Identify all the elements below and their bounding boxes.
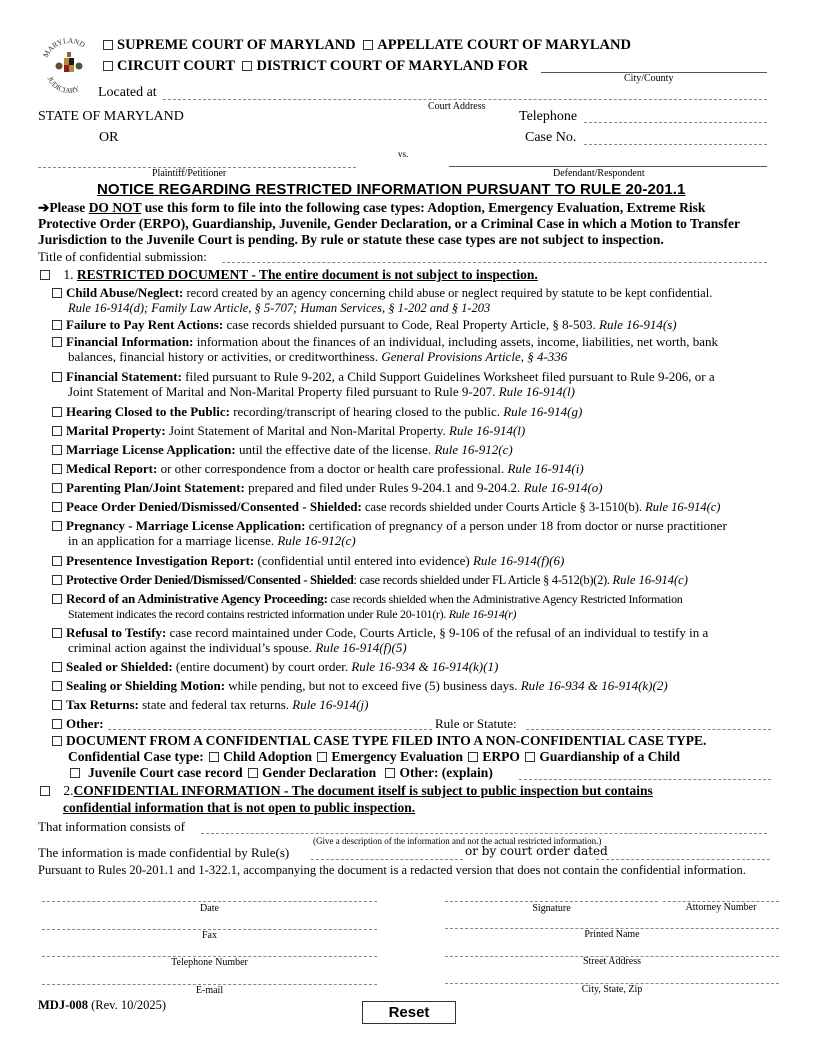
gender-declaration-checkbox[interactable] <box>248 768 258 778</box>
list-item-peace-order: Peace Order Denied/Dismissed/Consented - Shielded: case records shielded under Courts Article § 3-1510(b). Rule 16-914(c) <box>52 499 720 515</box>
made-confidential-label: The information is made confidential by Rule(s) <box>38 845 290 860</box>
circuit-court-label: CIRCUIT COURT <box>117 58 235 74</box>
warning-line-1: ➔Please DO NOT use this form to file into the following case types: Adoption, Emergency Evaluation, Extreme Risk <box>38 200 706 215</box>
form-id: MDJ-008 (Rev. 10/2025) <box>38 998 166 1012</box>
city-county-label: City/County <box>624 73 674 84</box>
medical-report-checkbox[interactable] <box>52 464 62 474</box>
street-address-label: Street Address <box>582 956 642 967</box>
emergency-evaluation-checkbox[interactable] <box>317 752 327 762</box>
erpo-checkbox[interactable] <box>468 752 478 762</box>
maryland-seal-icon <box>38 38 100 96</box>
other-field[interactable] <box>108 729 432 730</box>
confidential-information-checkbox[interactable] <box>40 786 50 796</box>
maryland-judiciary-logo <box>38 38 100 96</box>
form-title: NOTICE REGARDING RESTRICTED INFORMATION PURSUANT TO RULE 20-201.1 <box>97 181 686 198</box>
state-of-maryland-label: STATE OF MARYLAND <box>38 109 184 124</box>
appellate-court-label: APPELLATE COURT OF MARYLAND <box>377 37 631 53</box>
parenting-plan-checkbox[interactable] <box>52 483 62 493</box>
hearing-closed-checkbox[interactable] <box>52 407 62 417</box>
circuit-court-checkbox[interactable] <box>103 61 113 71</box>
confidential-case-type-row: Confidential Case type: Child Adoption Emergency Evaluation ERPO Guardianship of a Child <box>68 749 680 764</box>
court-order-label: or by court order dated <box>465 844 608 858</box>
failure-to-pay-rent-checkbox[interactable] <box>52 320 62 330</box>
city-state-zip-label: City, State, Zip <box>581 984 643 995</box>
section-2-heading: 2.CONFIDENTIAL INFORMATION - The document itself is subject to public inspection but contains <box>40 783 653 799</box>
court-row-2 <box>103 58 528 75</box>
warning-line-3: Jurisdiction to the Juvenile Court is pending. By rule or statute these case types are not subject to inspection. <box>38 232 664 247</box>
supreme-court-label: SUPREME COURT OF MARYLAND <box>117 37 356 53</box>
list-item-sealed-or-shielded: Sealed or Shielded: (entire document) by court order. Rule 16-934 & 16-914(k)(1) <box>52 659 498 674</box>
fax-label: Fax <box>202 930 217 941</box>
other-explain-checkbox[interactable] <box>385 768 395 778</box>
or-label: OR <box>99 130 119 145</box>
district-court-label: DISTRICT COURT OF MARYLAND FOR <box>256 58 529 74</box>
printed-name-label: Printed Name <box>584 929 640 940</box>
description-hint: (Give a description of the information and not the actual restricted information.) <box>313 836 602 846</box>
tax-returns-checkbox[interactable] <box>52 700 62 710</box>
peace-order-checkbox[interactable] <box>52 502 62 512</box>
rule-or-statute-label: Rule or Statute: <box>435 716 517 731</box>
list-item-other <box>52 716 104 731</box>
guardianship-checkbox[interactable] <box>525 752 535 762</box>
defendant-label: Defendant/Respondent <box>553 168 645 179</box>
list-item-failure-to-pay-rent: Failure to Pay Rent Actions: case records shielded pursuant to Code, Real Property Article, § 8-503. Rule 16-914(s) <box>52 317 677 332</box>
reset-button[interactable]: Reset <box>362 1001 456 1024</box>
pursuant-text: Pursuant to Rules 20-201.1 and 1-322.1, accompanying the document is a redacted version that does not contain the confidential information. <box>38 863 746 877</box>
list-item-administrative-agency: Record of an Administrative Agency Proceeding: case records shielded when the Administrative Agency Restricted Information Statement indicates the record contains restricted information under Rule 20-101(r). Rule 16-914(r) <box>52 591 682 622</box>
list-item-protective-order: Protective Order Denied/Dismissed/Consented - Shielded: case records shielded under FL Article § 4-512(b)(2). Rule 16-914(c) <box>52 572 688 588</box>
marriage-license-checkbox[interactable] <box>52 445 62 455</box>
section-1-heading: 1. RESTRICTED DOCUMENT - The entire document is not subject to inspection. <box>40 267 538 283</box>
protective-order-checkbox[interactable] <box>52 575 62 585</box>
list-item-financial-statement: Financial Statement: filed pursuant to Rule 9-202, a Child Support Guidelines Worksheet filed pursuant to Rule 9-206, or a Joint Statement of Marital and Non-Marital Property filed pursuant to Rule 9-207. Rule 16-914(l) <box>52 369 715 399</box>
juvenile-court-checkbox[interactable] <box>70 768 80 778</box>
title-of-submission-field[interactable] <box>222 262 767 263</box>
list-item-medical-report: Medical Report: or other correspondence from a doctor or health care professional. Rule 16-914(i) <box>52 461 584 476</box>
restricted-document-checkbox[interactable] <box>40 270 50 280</box>
administrative-agency-checkbox[interactable] <box>52 594 62 604</box>
other-label: Other: <box>66 716 104 731</box>
district-court-checkbox[interactable] <box>242 61 252 71</box>
title-of-submission-label: Title of confidential submission: <box>38 249 207 264</box>
case-no-label: Case No. <box>525 130 577 145</box>
rule-or-statute-field[interactable] <box>526 729 771 730</box>
date-label: Date <box>200 903 219 914</box>
other-explain-field[interactable] <box>519 779 771 780</box>
court-address-field[interactable] <box>163 99 767 100</box>
consists-of-label: That information consists of <box>38 819 185 834</box>
confidential-document-checkbox[interactable] <box>52 736 62 746</box>
court-address-label: Court Address <box>428 101 486 112</box>
warning-line-2: Protective Order (ERPO), Guardianship, Juvenile, Gender Declaration, or a Criminal Case in which a Motion to Transfer <box>38 216 740 231</box>
list-item-tax-returns: Tax Returns: state and federal tax returns. Rule 16-914(j) <box>52 697 368 712</box>
rules-field[interactable] <box>311 859 463 860</box>
list-item-refusal-to-testify: Refusal to Testify: case record maintained under Code, Courts Article, § 9-106 of the refusal of an individual to testify in a criminal action against the individual’s spouse. Rule 16-914(f)(5) <box>52 625 708 655</box>
svg-text:MARYLAND: MARYLAND <box>41 38 87 59</box>
attorney-number-label: Attorney Number <box>685 902 757 913</box>
other-checkbox[interactable] <box>52 719 62 729</box>
child-adoption-checkbox[interactable] <box>209 752 219 762</box>
email-label: E-mail <box>195 985 224 996</box>
list-item-presentence: Presentence Investigation Report: (confidential until entered into evidence) Rule 16-914(f)(6) <box>52 553 564 568</box>
sealing-motion-checkbox[interactable] <box>52 681 62 691</box>
case-no-field[interactable] <box>584 144 767 145</box>
refusal-to-testify-checkbox[interactable] <box>52 628 62 638</box>
pregnancy-checkbox[interactable] <box>52 521 62 531</box>
arrow-right-icon: ➔ <box>38 200 50 215</box>
presentence-checkbox[interactable] <box>52 556 62 566</box>
consists-of-field[interactable] <box>201 833 767 834</box>
signature-field[interactable] <box>445 901 658 902</box>
sealed-or-shielded-checkbox[interactable] <box>52 662 62 672</box>
child-abuse-checkbox[interactable] <box>52 288 62 298</box>
telephone-field[interactable] <box>584 122 767 123</box>
vs-label: vs. <box>398 149 409 159</box>
appellate-court-checkbox[interactable] <box>363 40 373 50</box>
do-not-text: DO NOT <box>88 200 142 215</box>
restricted-document-heading: RESTRICTED DOCUMENT - The entire document is not subject to inspection. <box>76 267 538 282</box>
signature-label: Signature <box>532 903 571 914</box>
list-item-financial-information: Financial Information: information about the finances of an individual, including assets, income, liabilities, net worth, bank balances, financial history or activities, or creditworthiness. General Provisions Article, § 4-336 <box>52 334 718 364</box>
list-item-child-abuse: Child Abuse/Neglect: record created by an agency concerning child abuse or neglect required by statute to be kept confidential. Rule 16-914(d); Family Law Article, § 5-707; Human Services, § 1-202 and § 1-203 <box>52 285 712 316</box>
list-item-confidential-case-type: DOCUMENT FROM A CONFIDENTIAL CASE TYPE FILED INTO A NON-CONFIDENTIAL CASE TYPE. <box>52 733 706 748</box>
list-item-hearing-closed: Hearing Closed to the Public: recording/transcript of hearing closed to the public. Rule 16-914(g) <box>52 404 582 419</box>
list-item-parenting-plan: Parenting Plan/Joint Statement: prepared and filed under Rules 9-204.1 and 9-204.2. Rule 16-914(o) <box>52 480 603 495</box>
section-2-heading-line-2: confidential information that is not open to public inspection. <box>63 800 416 815</box>
list-item-sealing-motion: Sealing or Shielding Motion: while pending, but not to exceed five (5) business days. Rule 16-934 & 16-914(k)(2) <box>52 678 668 693</box>
list-item-pregnancy: Pregnancy - Marriage License Application: certification of pregnancy of a person under 18 from doctor or nurse practitioner in an application for a marriage license. Rule 16-912(c) <box>52 518 727 548</box>
financial-statement-checkbox[interactable] <box>52 372 62 382</box>
confidential-case-type-row-2: Juvenile Court case record Gender Declaration Other: (explain) <box>70 765 493 781</box>
court-order-date-field[interactable] <box>596 859 770 860</box>
court-row-1 <box>103 37 631 54</box>
list-item-marital-property: Marital Property: Joint Statement of Marital and Non-Marital Property. Rule 16-914(l) <box>52 423 525 438</box>
svg-text:JUDICIARY: JUDICIARY <box>45 75 81 96</box>
plaintiff-label: Plaintiff/Petitioner <box>152 168 227 179</box>
located-at-label: Located at <box>98 85 157 100</box>
date-field[interactable] <box>42 901 377 902</box>
supreme-court-checkbox[interactable] <box>103 40 113 50</box>
financial-information-checkbox[interactable] <box>52 337 62 347</box>
telephone-label: Telephone <box>519 109 578 124</box>
defendant-field[interactable] <box>449 166 767 167</box>
marital-property-checkbox[interactable] <box>52 426 62 436</box>
list-item-marriage-license: Marriage License Application: until the effective date of the license. Rule 16-912(c) <box>52 442 513 457</box>
telephone-number-label: Telephone Number <box>171 957 248 968</box>
